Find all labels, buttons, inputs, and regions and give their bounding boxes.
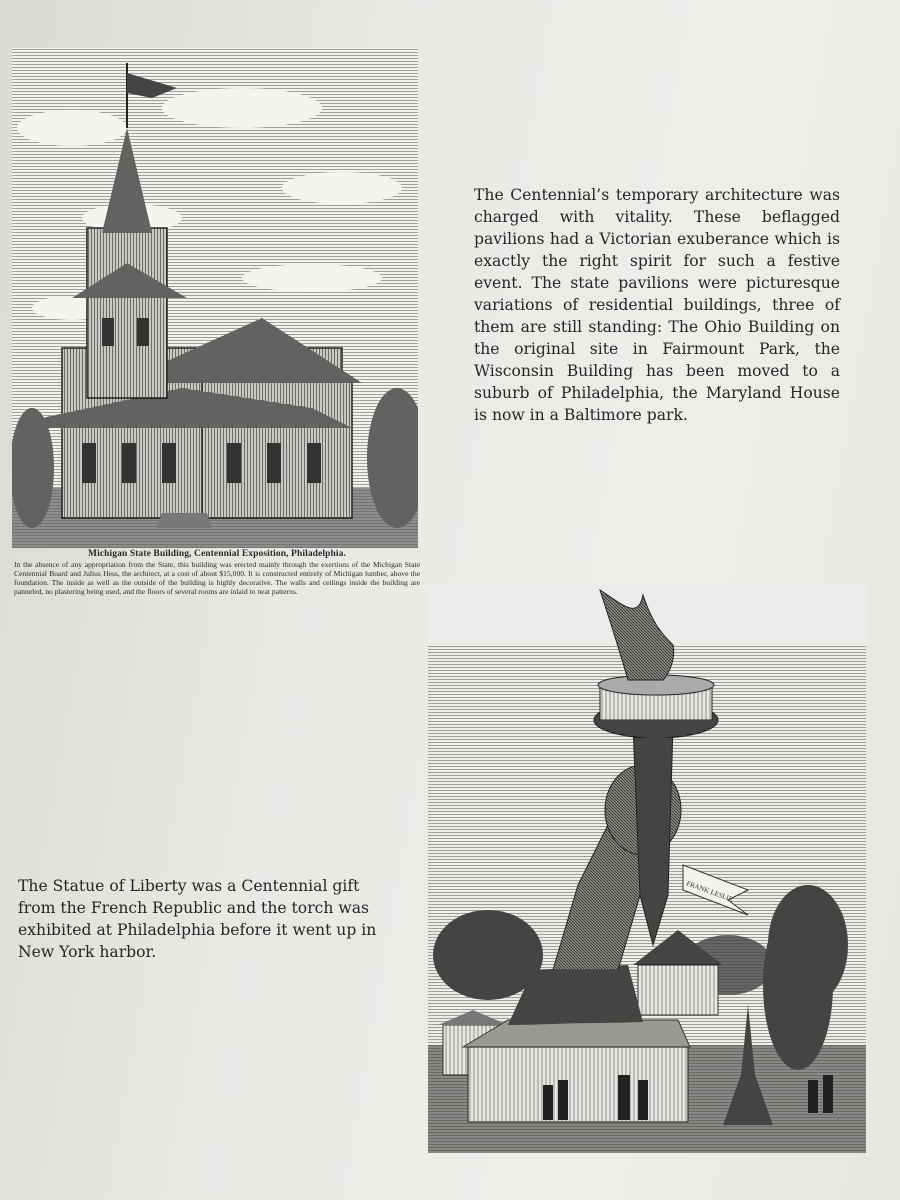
michigan-caption-title: Michigan State Building, Centennial Exposition, Philadelphia. bbox=[88, 549, 346, 559]
michigan-caption-body: In the absence of any appropriation from the State, this building was erected mainly through the exertions of the Michigan State Centennial Board and Julius Hess, the architect, at a cost of about $15,000. It is constructed entirely of Michigan lumber, above the foundation. The inside as well as the outside of the building is highly decorative. The walls and ceilings inside the building are panneled, no plastering being used, and the floors of several rooms are inlaid to neat patterns. bbox=[14, 560, 420, 596]
michigan-building-engraving bbox=[12, 48, 418, 548]
michigan-figure-caption bbox=[14, 549, 420, 596]
statue-of-liberty-paragraph: The Statue of Liberty was a Centennial gift from the French Republic and the torch was exhibited at Philadelphia before it went up in New York harbor. bbox=[18, 877, 377, 961]
centennial-architecture-paragraph: The Centennial’s temporary architecture was charged with vitality. These beflagged pavilions had a Victorian exuberance which is exactly the right spirit for such a festive event. The state pavilions were picturesque variations of residential buildings, three of them are still standing: The Ohio Building on the original site in Fairmount Park, the Wisconsin Building has been moved to a suburb of Philadelphia, the Maryland House is now in a Baltimore park. bbox=[474, 186, 840, 424]
flag-text: FRANK LESLIE bbox=[685, 879, 734, 904]
liberty-torch-engraving bbox=[428, 585, 866, 1153]
